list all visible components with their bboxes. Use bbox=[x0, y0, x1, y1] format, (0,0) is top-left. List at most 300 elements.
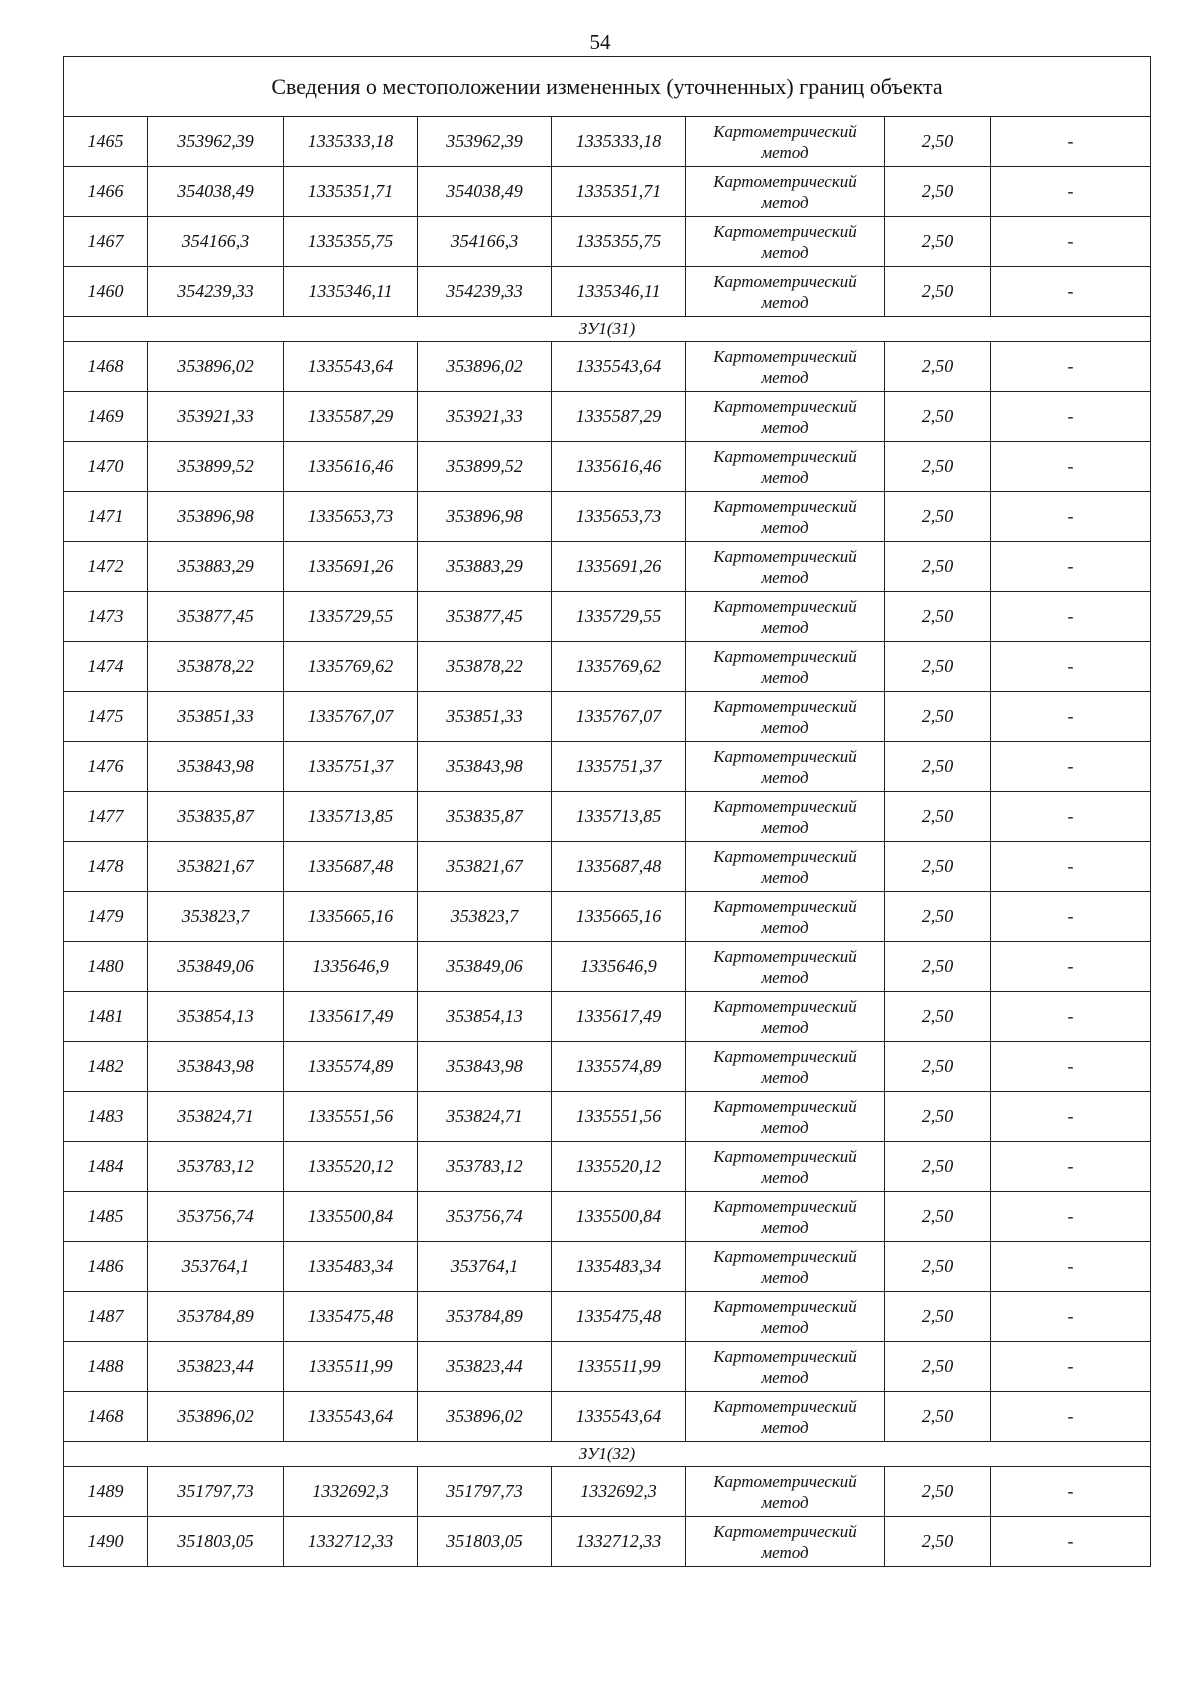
y-existing-cell: 1335543,64 bbox=[284, 1392, 418, 1442]
method-text: Картометрический bbox=[713, 446, 857, 466]
y-new-cell: 1335729,55 bbox=[552, 592, 686, 642]
method-text: метод bbox=[761, 242, 809, 262]
table-row bbox=[64, 392, 1151, 442]
y-existing-cell: 1335551,56 bbox=[284, 1092, 418, 1142]
accuracy-cell: 2,50 bbox=[885, 1042, 991, 1092]
method-text: метод bbox=[761, 1067, 809, 1087]
y-existing-cell: 1335767,07 bbox=[284, 692, 418, 742]
y-existing-cell: 1335653,73 bbox=[284, 492, 418, 542]
method-cell bbox=[686, 1517, 885, 1567]
y-existing-cell: 1332712,33 bbox=[284, 1517, 418, 1567]
accuracy-cell: 2,50 bbox=[885, 342, 991, 392]
method-text: метод bbox=[761, 917, 809, 937]
method-text: метод bbox=[761, 867, 809, 887]
y-new-cell: 1335333,18 bbox=[552, 117, 686, 167]
point-number-cell: 1481 bbox=[64, 992, 148, 1042]
section-label: ЗУ1(31) bbox=[64, 317, 1151, 342]
x-new-cell: 353854,13 bbox=[418, 992, 552, 1042]
table-row bbox=[64, 542, 1151, 592]
x-new-cell: 351797,73 bbox=[418, 1467, 552, 1517]
table-row bbox=[64, 442, 1151, 492]
point-number-cell: 1485 bbox=[64, 1192, 148, 1242]
y-new-cell: 1335351,71 bbox=[552, 167, 686, 217]
accuracy-cell: 2,50 bbox=[885, 217, 991, 267]
method-cell bbox=[686, 392, 885, 442]
y-existing-cell: 1335587,29 bbox=[284, 392, 418, 442]
accuracy-cell: 2,50 bbox=[885, 1467, 991, 1517]
table-row bbox=[64, 692, 1151, 742]
accuracy-cell: 2,50 bbox=[885, 1092, 991, 1142]
x-new-cell: 353896,98 bbox=[418, 492, 552, 542]
point-number-cell: 1468 bbox=[64, 342, 148, 392]
table-row bbox=[64, 1467, 1151, 1517]
note-cell: - bbox=[991, 742, 1151, 792]
x-existing-cell: 353849,06 bbox=[148, 942, 284, 992]
x-new-cell: 353878,22 bbox=[418, 642, 552, 692]
y-existing-cell: 1335351,71 bbox=[284, 167, 418, 217]
x-new-cell: 354038,49 bbox=[418, 167, 552, 217]
y-new-cell: 1335574,89 bbox=[552, 1042, 686, 1092]
y-existing-cell: 1335520,12 bbox=[284, 1142, 418, 1192]
y-new-cell: 1335653,73 bbox=[552, 492, 686, 542]
method-text: Картометрический bbox=[713, 1046, 857, 1066]
accuracy-cell: 2,50 bbox=[885, 392, 991, 442]
x-new-cell: 353843,98 bbox=[418, 742, 552, 792]
point-number-cell: 1472 bbox=[64, 542, 148, 592]
table-row bbox=[64, 342, 1151, 392]
method-text: Картометрический bbox=[713, 271, 857, 291]
note-cell: - bbox=[991, 1342, 1151, 1392]
x-new-cell: 353824,71 bbox=[418, 1092, 552, 1142]
method-cell bbox=[686, 1342, 885, 1392]
y-existing-cell: 1335355,75 bbox=[284, 217, 418, 267]
method-text: Картометрический bbox=[713, 646, 857, 666]
method-cell bbox=[686, 342, 885, 392]
accuracy-cell: 2,50 bbox=[885, 742, 991, 792]
method-text: Картометрический bbox=[713, 546, 857, 566]
point-number-cell: 1488 bbox=[64, 1342, 148, 1392]
table-row bbox=[64, 492, 1151, 542]
note-cell: - bbox=[991, 992, 1151, 1042]
y-existing-cell: 1335665,16 bbox=[284, 892, 418, 942]
x-new-cell: 353921,33 bbox=[418, 392, 552, 442]
method-text: Картометрический bbox=[713, 996, 857, 1016]
x-existing-cell: 353823,44 bbox=[148, 1342, 284, 1392]
y-new-cell: 1335691,26 bbox=[552, 542, 686, 592]
accuracy-cell: 2,50 bbox=[885, 1342, 991, 1392]
x-new-cell: 354239,33 bbox=[418, 267, 552, 317]
y-new-cell: 1335520,12 bbox=[552, 1142, 686, 1192]
method-cell bbox=[686, 892, 885, 942]
note-cell: - bbox=[991, 1467, 1151, 1517]
accuracy-cell: 2,50 bbox=[885, 542, 991, 592]
x-existing-cell: 353896,02 bbox=[148, 1392, 284, 1442]
note-cell: - bbox=[991, 1392, 1151, 1442]
x-existing-cell: 351797,73 bbox=[148, 1467, 284, 1517]
x-existing-cell: 353899,52 bbox=[148, 442, 284, 492]
method-text: метод bbox=[761, 1317, 809, 1337]
y-new-cell: 1335767,07 bbox=[552, 692, 686, 742]
y-existing-cell: 1335346,11 bbox=[284, 267, 418, 317]
accuracy-cell: 2,50 bbox=[885, 792, 991, 842]
x-existing-cell: 354038,49 bbox=[148, 167, 284, 217]
y-existing-cell: 1335751,37 bbox=[284, 742, 418, 792]
y-existing-cell: 1332692,3 bbox=[284, 1467, 418, 1517]
point-number-cell: 1489 bbox=[64, 1467, 148, 1517]
method-cell bbox=[686, 442, 885, 492]
y-existing-cell: 1335713,85 bbox=[284, 792, 418, 842]
x-new-cell: 353756,74 bbox=[418, 1192, 552, 1242]
table-row bbox=[64, 1142, 1151, 1192]
accuracy-cell: 2,50 bbox=[885, 842, 991, 892]
note-cell: - bbox=[991, 1042, 1151, 1092]
note-cell: - bbox=[991, 642, 1151, 692]
x-new-cell: 353851,33 bbox=[418, 692, 552, 742]
x-existing-cell: 354166,3 bbox=[148, 217, 284, 267]
y-new-cell: 1335346,11 bbox=[552, 267, 686, 317]
note-cell: - bbox=[991, 267, 1151, 317]
x-existing-cell: 353854,13 bbox=[148, 992, 284, 1042]
x-new-cell: 353849,06 bbox=[418, 942, 552, 992]
method-cell bbox=[686, 742, 885, 792]
x-existing-cell: 353824,71 bbox=[148, 1092, 284, 1142]
method-cell bbox=[686, 692, 885, 742]
method-text: метод bbox=[761, 1542, 809, 1562]
method-text: Картометрический bbox=[713, 221, 857, 241]
table-row bbox=[64, 942, 1151, 992]
note-cell: - bbox=[991, 167, 1151, 217]
method-text: метод bbox=[761, 817, 809, 837]
x-existing-cell: 353878,22 bbox=[148, 642, 284, 692]
accuracy-cell: 2,50 bbox=[885, 117, 991, 167]
point-number-cell: 1490 bbox=[64, 1517, 148, 1567]
point-number-cell: 1487 bbox=[64, 1292, 148, 1342]
note-cell: - bbox=[991, 217, 1151, 267]
x-new-cell: 353877,45 bbox=[418, 592, 552, 642]
accuracy-cell: 2,50 bbox=[885, 1392, 991, 1442]
method-text: Картометрический bbox=[713, 496, 857, 516]
x-new-cell: 353823,7 bbox=[418, 892, 552, 942]
accuracy-cell: 2,50 bbox=[885, 892, 991, 942]
note-cell: - bbox=[991, 342, 1151, 392]
y-new-cell: 1335355,75 bbox=[552, 217, 686, 267]
x-existing-cell: 353821,67 bbox=[148, 842, 284, 892]
method-text: Картометрический bbox=[713, 121, 857, 141]
note-cell: - bbox=[991, 1142, 1151, 1192]
x-new-cell: 353784,89 bbox=[418, 1292, 552, 1342]
method-text: метод bbox=[761, 142, 809, 162]
y-new-cell: 1335769,62 bbox=[552, 642, 686, 692]
point-number-cell: 1478 bbox=[64, 842, 148, 892]
table-title: Сведения о местоположении измененных (уточненных) границ объекта bbox=[64, 57, 1151, 117]
y-existing-cell: 1335543,64 bbox=[284, 342, 418, 392]
point-number-cell: 1471 bbox=[64, 492, 148, 542]
y-existing-cell: 1335729,55 bbox=[284, 592, 418, 642]
table-row bbox=[64, 1092, 1151, 1142]
method-cell bbox=[686, 1042, 885, 1092]
y-existing-cell: 1335475,48 bbox=[284, 1292, 418, 1342]
point-number-cell: 1466 bbox=[64, 167, 148, 217]
table-row bbox=[64, 842, 1151, 892]
y-new-cell: 1332712,33 bbox=[552, 1517, 686, 1567]
x-existing-cell: 353921,33 bbox=[148, 392, 284, 442]
note-cell: - bbox=[991, 117, 1151, 167]
point-number-cell: 1476 bbox=[64, 742, 148, 792]
x-existing-cell: 353835,87 bbox=[148, 792, 284, 842]
x-existing-cell: 353962,39 bbox=[148, 117, 284, 167]
section-label: ЗУ1(32) bbox=[64, 1442, 1151, 1467]
y-existing-cell: 1335616,46 bbox=[284, 442, 418, 492]
table-row bbox=[64, 792, 1151, 842]
x-new-cell: 353821,67 bbox=[418, 842, 552, 892]
method-cell bbox=[686, 792, 885, 842]
x-new-cell: 353899,52 bbox=[418, 442, 552, 492]
method-cell bbox=[686, 117, 885, 167]
x-new-cell: 351803,05 bbox=[418, 1517, 552, 1567]
point-number-cell: 1477 bbox=[64, 792, 148, 842]
method-cell bbox=[686, 1392, 885, 1442]
section-header-row bbox=[64, 317, 1151, 342]
method-text: Картометрический bbox=[713, 1096, 857, 1116]
method-text: метод bbox=[761, 767, 809, 787]
method-text: Картометрический bbox=[713, 696, 857, 716]
accuracy-cell: 2,50 bbox=[885, 642, 991, 692]
table-body bbox=[64, 57, 1151, 1567]
method-text: Картометрический bbox=[713, 846, 857, 866]
method-text: Картометрический bbox=[713, 1196, 857, 1216]
accuracy-cell: 2,50 bbox=[885, 492, 991, 542]
point-number-cell: 1480 bbox=[64, 942, 148, 992]
method-text: Картометрический bbox=[713, 1471, 857, 1491]
method-text: метод bbox=[761, 967, 809, 987]
table-row bbox=[64, 742, 1151, 792]
note-cell: - bbox=[991, 942, 1151, 992]
y-new-cell: 1335587,29 bbox=[552, 392, 686, 442]
note-cell: - bbox=[991, 1092, 1151, 1142]
note-cell: - bbox=[991, 492, 1151, 542]
y-existing-cell: 1335500,84 bbox=[284, 1192, 418, 1242]
x-existing-cell: 353756,74 bbox=[148, 1192, 284, 1242]
method-text: метод bbox=[761, 1167, 809, 1187]
table-row bbox=[64, 1042, 1151, 1092]
note-cell: - bbox=[991, 892, 1151, 942]
method-text: метод bbox=[761, 1117, 809, 1137]
method-text: Картометрический bbox=[713, 596, 857, 616]
point-number-cell: 1467 bbox=[64, 217, 148, 267]
point-number-cell: 1473 bbox=[64, 592, 148, 642]
method-text: метод bbox=[761, 1017, 809, 1037]
x-new-cell: 353896,02 bbox=[418, 1392, 552, 1442]
table-row bbox=[64, 167, 1151, 217]
method-cell bbox=[686, 542, 885, 592]
y-new-cell: 1335617,49 bbox=[552, 992, 686, 1042]
y-new-cell: 1335616,46 bbox=[552, 442, 686, 492]
method-text: метод bbox=[761, 717, 809, 737]
note-cell: - bbox=[991, 792, 1151, 842]
method-text: Картометрический bbox=[713, 746, 857, 766]
y-new-cell: 1335475,48 bbox=[552, 1292, 686, 1342]
accuracy-cell: 2,50 bbox=[885, 692, 991, 742]
y-new-cell: 1335483,34 bbox=[552, 1242, 686, 1292]
method-text: Картометрический bbox=[713, 1396, 857, 1416]
coordinates-table bbox=[63, 56, 1151, 1567]
method-text: метод bbox=[761, 517, 809, 537]
method-text: Картометрический bbox=[713, 171, 857, 191]
page-number: 54 bbox=[589, 30, 611, 54]
method-cell bbox=[686, 267, 885, 317]
method-cell bbox=[686, 1467, 885, 1517]
accuracy-cell: 2,50 bbox=[885, 1192, 991, 1242]
method-cell bbox=[686, 1292, 885, 1342]
table-row bbox=[64, 1342, 1151, 1392]
accuracy-cell: 2,50 bbox=[885, 167, 991, 217]
table-row bbox=[64, 642, 1151, 692]
method-cell bbox=[686, 1242, 885, 1292]
method-text: Картометрический bbox=[713, 796, 857, 816]
point-number-cell: 1465 bbox=[64, 117, 148, 167]
method-text: Картометрический bbox=[713, 1246, 857, 1266]
accuracy-cell: 2,50 bbox=[885, 1292, 991, 1342]
method-text: метод bbox=[761, 192, 809, 212]
y-new-cell: 1335665,16 bbox=[552, 892, 686, 942]
x-existing-cell: 353896,02 bbox=[148, 342, 284, 392]
table-row bbox=[64, 1192, 1151, 1242]
y-new-cell: 1335687,48 bbox=[552, 842, 686, 892]
method-text: метод bbox=[761, 1417, 809, 1437]
method-text: метод bbox=[761, 1217, 809, 1237]
x-new-cell: 354166,3 bbox=[418, 217, 552, 267]
y-existing-cell: 1335617,49 bbox=[284, 992, 418, 1042]
method-text: Картометрический bbox=[713, 1346, 857, 1366]
accuracy-cell: 2,50 bbox=[885, 992, 991, 1042]
method-cell bbox=[686, 842, 885, 892]
point-number-cell: 1484 bbox=[64, 1142, 148, 1192]
method-text: метод bbox=[761, 1267, 809, 1287]
point-number-cell: 1469 bbox=[64, 392, 148, 442]
method-text: Картометрический bbox=[713, 346, 857, 366]
method-cell bbox=[686, 217, 885, 267]
x-new-cell: 353962,39 bbox=[418, 117, 552, 167]
x-existing-cell: 353784,89 bbox=[148, 1292, 284, 1342]
method-text: Картометрический bbox=[713, 946, 857, 966]
x-existing-cell: 353896,98 bbox=[148, 492, 284, 542]
method-text: метод bbox=[761, 467, 809, 487]
point-number-cell: 1470 bbox=[64, 442, 148, 492]
table-row bbox=[64, 1517, 1151, 1567]
point-number-cell: 1486 bbox=[64, 1242, 148, 1292]
note-cell: - bbox=[991, 392, 1151, 442]
note-cell: - bbox=[991, 842, 1151, 892]
y-existing-cell: 1335574,89 bbox=[284, 1042, 418, 1092]
y-new-cell: 1335500,84 bbox=[552, 1192, 686, 1242]
method-text: метод bbox=[761, 567, 809, 587]
note-cell: - bbox=[991, 592, 1151, 642]
note-cell: - bbox=[991, 692, 1151, 742]
note-cell: - bbox=[991, 442, 1151, 492]
method-text: Картометрический bbox=[713, 896, 857, 916]
point-number-cell: 1474 bbox=[64, 642, 148, 692]
point-number-cell: 1475 bbox=[64, 692, 148, 742]
x-existing-cell: 353877,45 bbox=[148, 592, 284, 642]
y-new-cell: 1332692,3 bbox=[552, 1467, 686, 1517]
note-cell: - bbox=[991, 1192, 1151, 1242]
y-existing-cell: 1335333,18 bbox=[284, 117, 418, 167]
method-cell bbox=[686, 492, 885, 542]
y-new-cell: 1335511,99 bbox=[552, 1342, 686, 1392]
y-new-cell: 1335646,9 bbox=[552, 942, 686, 992]
accuracy-cell: 2,50 bbox=[885, 592, 991, 642]
accuracy-cell: 2,50 bbox=[885, 1242, 991, 1292]
method-text: метод bbox=[761, 292, 809, 312]
method-text: метод bbox=[761, 417, 809, 437]
method-cell bbox=[686, 1192, 885, 1242]
x-new-cell: 353835,87 bbox=[418, 792, 552, 842]
x-new-cell: 353783,12 bbox=[418, 1142, 552, 1192]
note-cell: - bbox=[991, 1292, 1151, 1342]
table-row bbox=[64, 117, 1151, 167]
note-cell: - bbox=[991, 1242, 1151, 1292]
method-text: Картометрический bbox=[713, 1296, 857, 1316]
x-existing-cell: 353843,98 bbox=[148, 1042, 284, 1092]
method-cell bbox=[686, 592, 885, 642]
x-existing-cell: 353843,98 bbox=[148, 742, 284, 792]
table-row bbox=[64, 267, 1151, 317]
method-text: метод bbox=[761, 617, 809, 637]
accuracy-cell: 2,50 bbox=[885, 1517, 991, 1567]
method-cell bbox=[686, 992, 885, 1042]
method-text: Картометрический bbox=[713, 1146, 857, 1166]
x-new-cell: 353843,98 bbox=[418, 1042, 552, 1092]
point-number-cell: 1468 bbox=[64, 1392, 148, 1442]
accuracy-cell: 2,50 bbox=[885, 442, 991, 492]
y-existing-cell: 1335769,62 bbox=[284, 642, 418, 692]
y-new-cell: 1335543,64 bbox=[552, 342, 686, 392]
section-header-row bbox=[64, 1442, 1151, 1467]
table-title-row bbox=[64, 57, 1151, 117]
x-new-cell: 353883,29 bbox=[418, 542, 552, 592]
method-text: Картометрический bbox=[713, 1521, 857, 1541]
y-existing-cell: 1335691,26 bbox=[284, 542, 418, 592]
table-row bbox=[64, 217, 1151, 267]
y-existing-cell: 1335687,48 bbox=[284, 842, 418, 892]
point-number-cell: 1482 bbox=[64, 1042, 148, 1092]
table-row bbox=[64, 1242, 1151, 1292]
x-existing-cell: 353851,33 bbox=[148, 692, 284, 742]
y-existing-cell: 1335483,34 bbox=[284, 1242, 418, 1292]
y-new-cell: 1335551,56 bbox=[552, 1092, 686, 1142]
method-cell bbox=[686, 942, 885, 992]
x-existing-cell: 354239,33 bbox=[148, 267, 284, 317]
x-existing-cell: 353823,7 bbox=[148, 892, 284, 942]
point-number-cell: 1479 bbox=[64, 892, 148, 942]
method-text: метод bbox=[761, 1492, 809, 1512]
table-row bbox=[64, 1292, 1151, 1342]
x-existing-cell: 353783,12 bbox=[148, 1142, 284, 1192]
x-existing-cell: 351803,05 bbox=[148, 1517, 284, 1567]
accuracy-cell: 2,50 bbox=[885, 1142, 991, 1192]
x-new-cell: 353823,44 bbox=[418, 1342, 552, 1392]
point-number-cell: 1460 bbox=[64, 267, 148, 317]
y-new-cell: 1335543,64 bbox=[552, 1392, 686, 1442]
table-row bbox=[64, 992, 1151, 1042]
y-new-cell: 1335713,85 bbox=[552, 792, 686, 842]
x-existing-cell: 353764,1 bbox=[148, 1242, 284, 1292]
method-cell bbox=[686, 167, 885, 217]
point-number-cell: 1483 bbox=[64, 1092, 148, 1142]
table-row bbox=[64, 1392, 1151, 1442]
method-text: метод bbox=[761, 1367, 809, 1387]
note-cell: - bbox=[991, 542, 1151, 592]
